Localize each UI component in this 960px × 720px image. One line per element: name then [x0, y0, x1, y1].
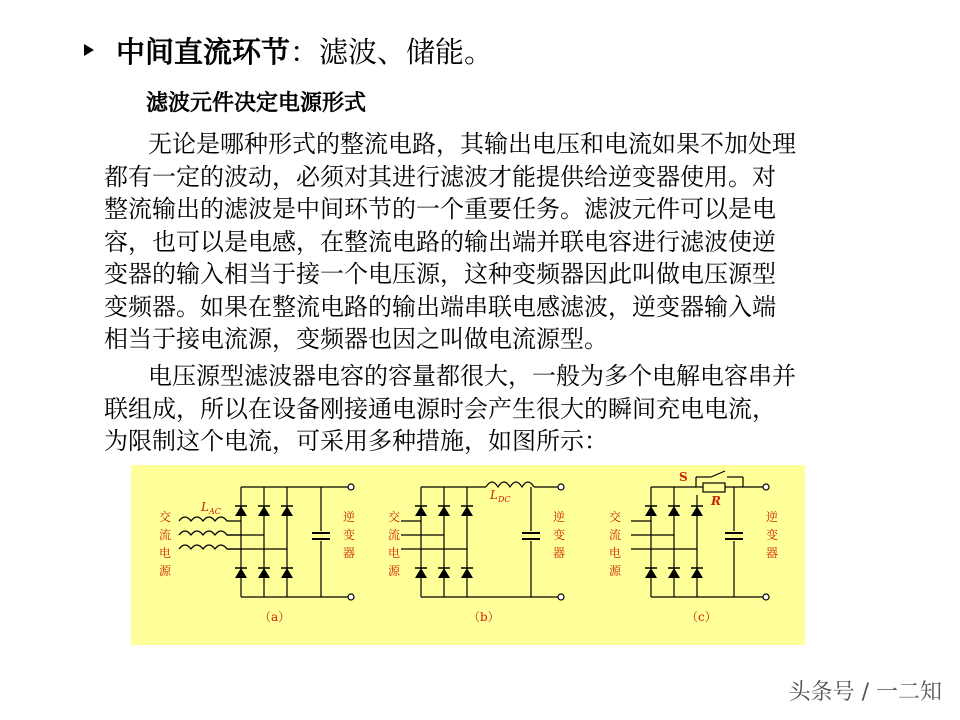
- paragraph-line: 容，也可以是电感，在整流电路的输出端并联电容进行滤波使逆: [104, 227, 776, 256]
- paragraph-1: [104, 128, 874, 356]
- slide-subtitle: 滤波元件决定电源形式: [146, 90, 367, 116]
- left-label-char: 源: [159, 564, 172, 578]
- paragraph-line: 整流输出的滤波是中间环节的一个重要任务。滤波元件可以是电: [104, 195, 776, 223]
- right-label-char: 逆: [343, 510, 356, 524]
- circuit-diagram-figure: [131, 465, 805, 645]
- figure-labels: [159, 470, 778, 624]
- paragraph-line: 变器的输入相当于接一个电压源，这种变频器因此叫做电压源型: [104, 260, 776, 288]
- circuit-panel-c: [631, 471, 766, 597]
- right-label-char: 变: [343, 528, 356, 542]
- left-label-char: 交: [388, 510, 401, 524]
- right-label-char: 变: [766, 528, 779, 542]
- left-label-char: 源: [388, 564, 401, 578]
- right-label-char: 逆: [553, 510, 566, 524]
- circuit-diagrams-svg: [131, 465, 805, 645]
- paragraph-line: 电压源型滤波器电容的容量都很大，一般为多个电解电容串并: [148, 362, 796, 390]
- bullet-arrow-icon: [84, 44, 94, 56]
- inductor-subscript: AC: [208, 507, 221, 516]
- paragraph-line: 相当于接电流源，变频器也因之叫做电流源型。: [104, 325, 608, 353]
- left-label-char: 流: [609, 528, 622, 542]
- left-label-char: 交: [609, 510, 622, 524]
- paragraph-line: 为限制这个电流，可采用多种措施，如图所示：: [104, 427, 608, 455]
- paragraph-line: 变频器。如果在整流电路的输出端串联电感滤波，逆变器输入端: [104, 292, 776, 321]
- panel-a-caption: （a）: [259, 610, 291, 624]
- left-label-char: 电: [388, 546, 401, 560]
- left-label-char: 流: [388, 528, 401, 542]
- right-label-char: 器: [553, 546, 566, 560]
- heading-rest-text: ：滤波、储能。: [290, 35, 494, 69]
- left-label-char: 电: [609, 546, 622, 560]
- left-label-char: 源: [609, 564, 622, 578]
- panel-c-caption: （c）: [686, 610, 717, 624]
- heading-bold-text: 中间直流环节: [116, 35, 291, 69]
- paragraph-line: 无论是哪种形式的整流电路，其输出电压和电流如果不加处理: [148, 130, 796, 158]
- left-label-char: 交: [159, 510, 172, 524]
- inductor-main-letter: L: [490, 488, 498, 502]
- resistor-label: R: [711, 494, 721, 508]
- right-label-char: 器: [343, 546, 356, 560]
- paragraph-line: 都有一定的波动，必须对其进行滤波才能提供给逆变器使用。对: [104, 162, 776, 191]
- inductor-subscript: DC: [497, 495, 511, 504]
- right-label-char: 器: [766, 546, 779, 560]
- panel-b-caption: （b）: [468, 610, 500, 624]
- inductor-main-letter: L: [201, 500, 209, 514]
- left-label-char: 流: [159, 528, 172, 542]
- right-label-char: 变: [553, 528, 566, 542]
- slide-heading: [116, 34, 493, 70]
- inductor-label-dc: [489, 488, 511, 504]
- paragraph-2: [104, 360, 874, 458]
- switch-label: S: [679, 470, 688, 484]
- source-watermark: 头条号 / 一二知: [788, 680, 942, 705]
- inductor-label-ac: [200, 500, 221, 516]
- left-label-char: 电: [159, 546, 172, 560]
- paragraph-line: 联组成，所以在设备刚接通电源时会产生很大的瞬间充电电流，: [104, 394, 776, 423]
- right-label-char: 逆: [766, 510, 779, 524]
